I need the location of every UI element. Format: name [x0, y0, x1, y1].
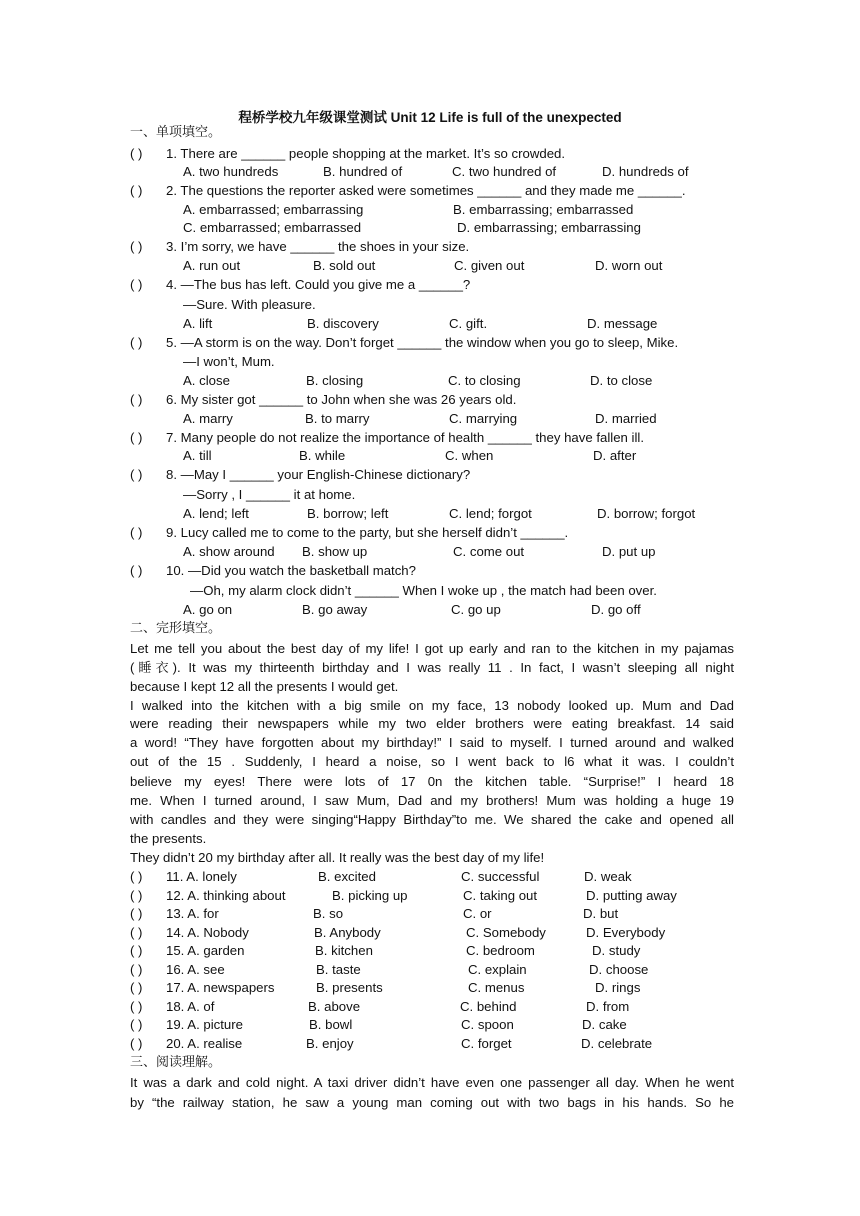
- option: A. lift: [183, 316, 213, 331]
- answer-blank: ( ): [130, 999, 143, 1014]
- answer-blank: ( ): [130, 525, 143, 540]
- option: A. close: [183, 373, 230, 388]
- answer-blank: ( ): [130, 906, 143, 921]
- option: C. forget: [461, 1036, 512, 1051]
- option: B. closing: [306, 373, 364, 388]
- option: C. come out: [453, 544, 525, 559]
- question-text: —Sure. With pleasure.: [183, 297, 316, 312]
- option: B. so: [313, 906, 344, 921]
- option: C. when: [445, 448, 494, 463]
- passage-line: me. When I turned around, I saw Mum, Dad and my brothers! Mum was holding a huge 19: [130, 793, 734, 808]
- option: C. given out: [454, 258, 525, 273]
- question-text: 6. My sister got ______ to John when she was 26 years old.: [166, 392, 517, 407]
- option: C. go up: [451, 602, 501, 617]
- question-text: 8. —May I ______ your English-Chinese dictionary?: [166, 467, 471, 482]
- option: A. till: [183, 448, 212, 463]
- section-heading-3: 三、阅读理解。: [130, 1055, 222, 1070]
- option: B. embarrassing; embarrassed: [453, 202, 634, 217]
- option: C. taking out: [463, 888, 538, 903]
- answer-blank: ( ): [130, 146, 143, 161]
- answer-blank: ( ): [130, 430, 143, 445]
- passage-line: They didn’t 20 my birthday after all. It really was the best day of my life!: [130, 850, 545, 865]
- option: D. choose: [589, 962, 649, 977]
- answer-blank: ( ): [130, 239, 143, 254]
- question-text: 1. There are ______ people shopping at the market. It’s so crowded.: [166, 146, 566, 161]
- answer-blank: ( ): [130, 888, 143, 903]
- option: D. message: [587, 316, 658, 331]
- passage-line: were reading their newspapers while my two elder brothers were eating breakfast. 14 said: [130, 716, 734, 731]
- question-text: 5. —A storm is on the way. Don’t forget ______ the window when you go to sleep, Mike.: [166, 335, 679, 350]
- answer-blank: ( ): [130, 962, 143, 977]
- option: A. embarrassed; embarrassing: [183, 202, 364, 217]
- option: B. presents: [316, 980, 383, 995]
- option: A. marry: [183, 411, 233, 426]
- option: B. picking up: [332, 888, 408, 903]
- option: D. cake: [582, 1017, 627, 1032]
- section-heading-1: 一、单项填空。: [130, 125, 222, 140]
- option: B. kitchen: [315, 943, 373, 958]
- option: D. Everybody: [586, 925, 666, 940]
- option: A. two hundreds: [183, 164, 279, 179]
- cloze-option-a: 18. A. of: [166, 999, 215, 1014]
- option: B. borrow; left: [307, 506, 389, 521]
- option: B. taste: [316, 962, 361, 977]
- page-title: 程桥学校九年级课堂测试 Unit 12 Life is full of the unexpected: [238, 110, 622, 125]
- answer-blank: ( ): [130, 869, 143, 884]
- question-text: 10. —Did you watch the basketball match?: [166, 563, 416, 578]
- answer-blank: ( ): [130, 183, 143, 198]
- option: C. two hundred of: [452, 164, 557, 179]
- option: B. while: [299, 448, 346, 463]
- answer-blank: ( ): [130, 335, 143, 350]
- option: D. to close: [590, 373, 653, 388]
- option: C. Somebody: [466, 925, 546, 940]
- option: D. hundreds of: [602, 164, 689, 179]
- passage-line: with candles and they were singing“Happy Birthday”to me. We shared the cake and opened all: [130, 812, 734, 827]
- option: D. after: [593, 448, 637, 463]
- answer-blank: ( ): [130, 467, 143, 482]
- question-text: 4. —The bus has left. Could you give me a ______?: [166, 277, 471, 292]
- cloze-option-a: 19. A. picture: [166, 1017, 243, 1032]
- option: C. marrying: [449, 411, 518, 426]
- answer-blank: ( ): [130, 1036, 143, 1051]
- answer-blank: ( ): [130, 943, 143, 958]
- option: B. bowl: [309, 1017, 353, 1032]
- option: A. lend; left: [183, 506, 249, 521]
- answer-blank: ( ): [130, 563, 143, 578]
- cloze-option-a: 14. A. Nobody: [166, 925, 249, 940]
- cloze-option-a: 17. A. newspapers: [166, 980, 275, 995]
- question-text: 3. I’m sorry, we have ______ the shoes in your size.: [166, 239, 470, 254]
- cloze-option-a: 13. A. for: [166, 906, 219, 921]
- option: D. study: [592, 943, 641, 958]
- option: B. hundred of: [323, 164, 403, 179]
- option: A. run out: [183, 258, 241, 273]
- option: B. to marry: [305, 411, 370, 426]
- option: B. sold out: [313, 258, 376, 273]
- passage-line: a word! “They have forgotten about my birthday!” I said to myself. I turned around and walked: [130, 735, 734, 750]
- question-text: —I won’t, Mum.: [183, 354, 275, 369]
- option: D. weak: [584, 869, 632, 884]
- cloze-option-a: 20. A. realise: [166, 1036, 243, 1051]
- passage-line: out of the 15 . Suddenly, I heard a noise, so I went back to l6 what it was. I couldn’t: [130, 754, 734, 769]
- passage-line: the presents.: [130, 831, 207, 846]
- option: C. embarrassed; embarrassed: [183, 220, 362, 235]
- option: D. put up: [602, 544, 656, 559]
- option: D. putting away: [586, 888, 677, 903]
- option: B. discovery: [307, 316, 379, 331]
- option: D. celebrate: [581, 1036, 653, 1051]
- option: B. go away: [302, 602, 368, 617]
- option: D. borrow; forgot: [597, 506, 696, 521]
- passage-line: I walked into the kitchen with a big smile on my face, 13 nobody looked up. Mum and Dad: [130, 698, 734, 713]
- option: B. above: [308, 999, 361, 1014]
- question-text: 9. Lucy called me to come to the party, but she herself didn’t ______.: [166, 525, 569, 540]
- question-text: 2. The questions the reporter asked were sometimes ______ and they made me ______.: [166, 183, 686, 198]
- option: B. Anybody: [314, 925, 381, 940]
- option: C. explain: [468, 962, 527, 977]
- option: C. or: [463, 906, 492, 921]
- cloze-option-a: 12. A. thinking about: [166, 888, 286, 903]
- reading-line: It was a dark and cold night. A taxi driver didn’t have even one passenger all day. When he went: [130, 1075, 734, 1090]
- answer-blank: ( ): [130, 1017, 143, 1032]
- option: C. to closing: [448, 373, 521, 388]
- option: C. spoon: [461, 1017, 514, 1032]
- option: C. gift.: [449, 316, 488, 331]
- option: C. successful: [461, 869, 540, 884]
- cloze-option-a: 16. A. see: [166, 962, 225, 977]
- cloze-option-a: 11. A. lonely: [166, 869, 237, 884]
- option: C. bedroom: [466, 943, 535, 958]
- passage-line: because I kept 12 all the presents I would get.: [130, 679, 399, 694]
- option: C. menus: [468, 980, 525, 995]
- reading-line: by “the railway station, he saw a young man coming out with two bags in his hands. So he: [130, 1095, 734, 1110]
- question-text: —Oh, my alarm clock didn’t ______ When I woke up , the match had been over.: [190, 583, 657, 598]
- option: D. embarrassing; embarrassing: [457, 220, 641, 235]
- passage-line: Let me tell you about the best day of my life! I got up early and ran to the kitchen in my pajamas: [130, 641, 734, 656]
- option: A. go on: [183, 602, 233, 617]
- question-text: 7. Many people do not realize the importance of health ______ they have fallen ill.: [166, 430, 644, 445]
- answer-blank: ( ): [130, 392, 143, 407]
- option: B. enjoy: [306, 1036, 354, 1051]
- option: D. rings: [595, 980, 641, 995]
- option: D. go off: [591, 602, 641, 617]
- option: B. excited: [318, 869, 376, 884]
- answer-blank: ( ): [130, 925, 143, 940]
- option: C. behind: [460, 999, 517, 1014]
- passage-line: believe my eyes! There were lots of 17 0n the kitchen table. “Surprise!” I heard 18: [130, 774, 734, 789]
- answer-blank: ( ): [130, 980, 143, 995]
- option: A. show around: [183, 544, 275, 559]
- option: C. lend; forgot: [449, 506, 532, 521]
- option: D. worn out: [595, 258, 663, 273]
- question-text: —Sorry , I ______ it at home.: [183, 487, 356, 502]
- section-heading-2: 二、完形填空。: [130, 621, 222, 636]
- option: B. show up: [302, 544, 368, 559]
- passage-line: (睡衣). It was my thirteenth birthday and I was really 11 . In fact, I wasn’t sleeping all night: [130, 660, 734, 675]
- option: D. married: [595, 411, 657, 426]
- answer-blank: ( ): [130, 277, 143, 292]
- cloze-option-a: 15. A. garden: [166, 943, 245, 958]
- option: D. but: [583, 906, 619, 921]
- option: D. from: [586, 999, 630, 1014]
